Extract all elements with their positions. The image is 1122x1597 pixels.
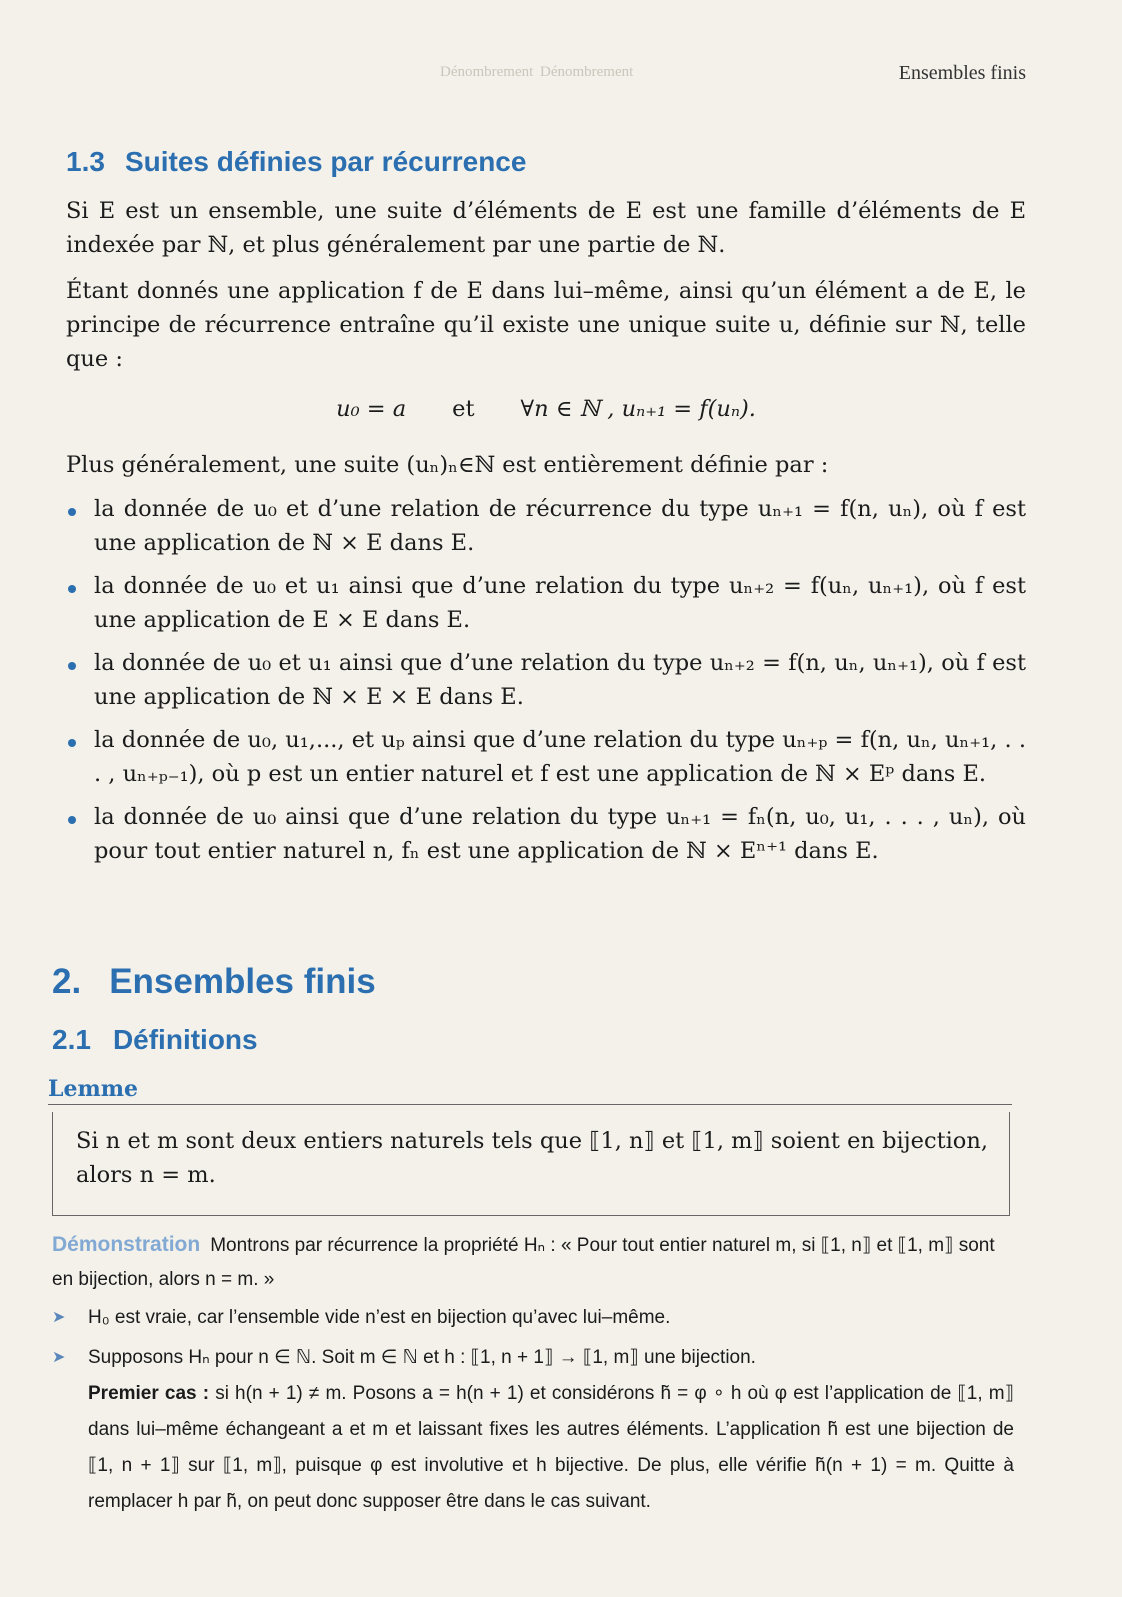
proof-intro bbox=[52, 1228, 1014, 1297]
chapter-heading-2 bbox=[52, 962, 376, 1002]
section-heading-1-3 bbox=[66, 146, 526, 178]
proof-case-paragraph bbox=[88, 1376, 1014, 1520]
section-title: Suites définies par récurrence bbox=[124, 146, 527, 177]
proof-step-text: H₀ est vraie, car l’ensemble vide n’est en bijection qu’avec lui–même. bbox=[88, 1307, 671, 1328]
proof-title: Démonstration bbox=[52, 1233, 201, 1256]
lemma-title: Lemme bbox=[48, 1076, 1012, 1105]
section-number: 2. bbox=[52, 962, 82, 1001]
bleed-through-text-2: Dénombrement bbox=[540, 64, 634, 80]
paragraph-1: Si E est un ensemble, une suite d’éléments de E est une famille d’éléments de E indexée par ℕ, et plus généralement par une partie de ℕ. bbox=[66, 198, 1026, 258]
formula-right: ∀n ∈ ℕ , uₙ₊₁ = f(uₙ). bbox=[520, 396, 756, 422]
section-number: 1.3 bbox=[66, 146, 105, 177]
arrow-icon: ➤ bbox=[52, 1309, 66, 1326]
formula-left: u₀ = a bbox=[336, 396, 407, 422]
proof-intro-text: Montrons par récurrence la propriété Hₙ : « Pour tout entier naturel m, si ⟦1, n⟧ et ⟦1, m⟧ sont en bijection, alors n = m. » bbox=[52, 1235, 995, 1290]
arrow-icon: ➤ bbox=[52, 1349, 66, 1366]
list-item: la donnée de u₀ et u₁ ainsi que d’une relation du type uₙ₊₂ = f(uₙ, uₙ₊₁), où f est une application de E × E dans E. bbox=[66, 569, 1026, 637]
formula-middle: et bbox=[452, 396, 475, 422]
case-text: si h(n + 1) ≠ m. Posons a = h(n + 1) et considérons h̃ = φ ∘ h où φ est l’application de ⟦1, m⟧ dans lui–même échangeant a et m et laissant fixes les autres éléments. L’application h̃ est une bijection de ⟦1, n + 1⟧ sur ⟦1, m⟧, puisque φ est involutive et h bijective. De plus, elle vérifie h̃(n + 1) = m. Quitte à remplacer h par h̃, on peut donc supposer être dans le cas suivant. bbox=[88, 1383, 1015, 1512]
list-item: la donnée de u₀ et d’une relation de récurrence du type uₙ₊₁ = f(n, uₙ), où f est une application de ℕ × E dans E. bbox=[66, 492, 1026, 560]
proof-step-text: Supposons Hₙ pour n ∈ ℕ. Soit m ∈ ℕ et h : ⟦1, n + 1⟧ → ⟦1, m⟧ une bijection. bbox=[88, 1347, 756, 1368]
definition-list bbox=[66, 492, 1026, 877]
bleed-through-text: Dénombrement bbox=[440, 64, 534, 80]
list-item: la donnée de u₀ et u₁ ainsi que d’une relation du type uₙ₊₂ = f(n, uₙ, uₙ₊₁), où f est une application de ℕ × E × E dans E. bbox=[66, 646, 1026, 714]
section-title: Définitions bbox=[112, 1024, 258, 1055]
paragraph-2: Étant donnés une application f de E dans lui–même, ainsi qu’un élément a de E, le principe de récurrence entraîne qu’il existe une unique suite u, définie sur ℕ, telle que : bbox=[66, 278, 1026, 372]
recurrence-formula bbox=[66, 396, 1026, 422]
section-number: 2.1 bbox=[52, 1024, 91, 1055]
proof-step-1 bbox=[52, 1300, 1014, 1336]
list-item: la donnée de u₀, u₁,..., et uₚ ainsi que d’une relation du type uₙ₊ₚ = f(n, uₙ, uₙ₊₁, . . . , uₙ₊ₚ₋₁), où p est un entier naturel et f est une application de ℕ × Eᵖ dans E. bbox=[66, 723, 1026, 791]
lemma-text: Si n et m sont deux entiers naturels tels que ⟦1, n⟧ et ⟦1, m⟧ soient en bijection, alors n = m. bbox=[76, 1128, 988, 1188]
case-label: Premier cas : bbox=[88, 1383, 210, 1404]
proof-step-2 bbox=[52, 1340, 1014, 1520]
list-item: la donnée de u₀ ainsi que d’une relation du type uₙ₊₁ = fₙ(n, u₀, u₁, . . . , uₙ), où pour tout entier naturel n, fₙ est une application de ℕ × Eⁿ⁺¹ dans E. bbox=[66, 800, 1026, 868]
section-heading-2-1 bbox=[52, 1024, 258, 1056]
running-head: Ensembles finis bbox=[898, 62, 1026, 84]
section-title: Ensembles finis bbox=[109, 962, 376, 1001]
paragraph-3: Plus généralement, une suite (uₙ)ₙ∈ℕ est entièrement définie par : bbox=[66, 452, 829, 478]
